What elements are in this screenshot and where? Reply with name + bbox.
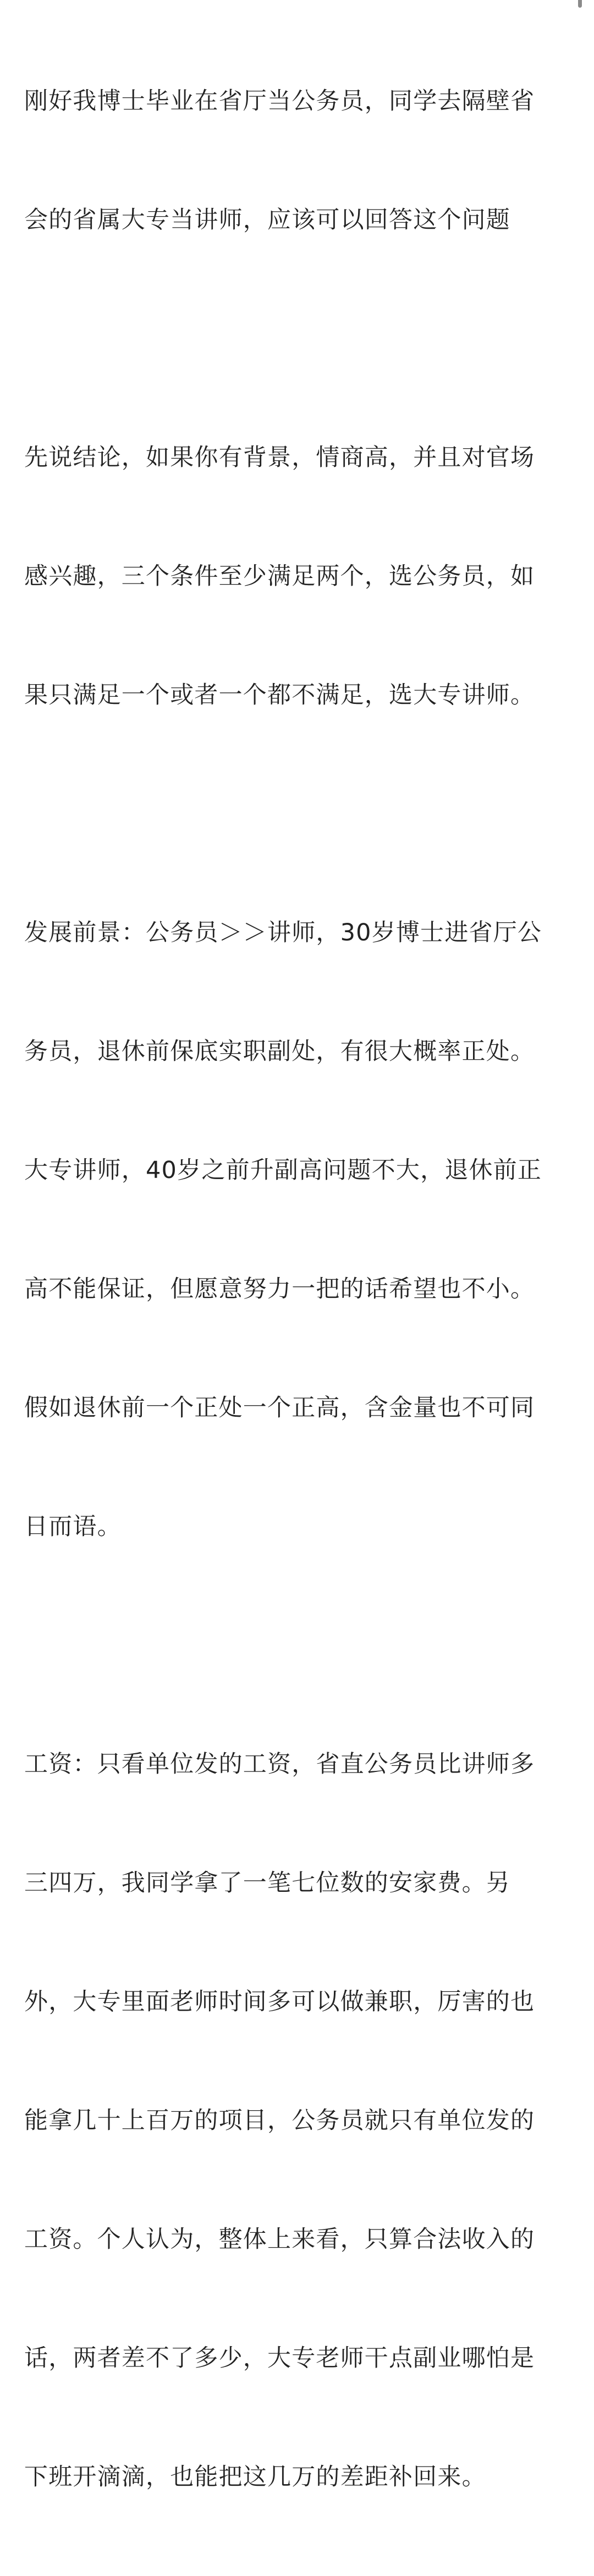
text-line: 日而语。 xyxy=(24,1513,122,1540)
text-line: 刚好我博士毕业在省厅当公务员，同学去隔壁省 xyxy=(24,87,535,115)
text-line: 话，两者差不了多少，大专老师干点副业哪怕是 xyxy=(24,2344,535,2372)
text-line: 工资：只看单位发的工资，省直公务员比讲师多 xyxy=(24,1751,535,1778)
text-line: 果只满足一个或者一个都不满足，选大专讲师。 xyxy=(24,681,535,709)
text-line: 能拿几十上百万的项目，公务员就只有单位发的 xyxy=(24,2107,535,2134)
article-body xyxy=(24,2,574,2576)
text-line: 先说结论，如果你有背景，情商高，并且对官场 xyxy=(24,444,535,471)
text-line: 务员，退休前保底实职副处，有很大概率正处。 xyxy=(24,1038,535,1065)
paragraph-salary xyxy=(24,1665,574,2576)
paragraph-intro xyxy=(24,2,574,319)
text-line: 发展前景：公务员＞＞讲师，30岁博士进省厅公 xyxy=(24,919,542,946)
text-line: 会的省属大专当讲师，应该可以回答这个问题 xyxy=(24,206,510,234)
text-line: 外，大专里面老师时间多可以做兼职，厉害的也 xyxy=(24,1988,535,2016)
text-line: 高不能保证，但愿意努力一把的话希望也不小。 xyxy=(24,1275,535,1303)
text-line: 三四万，我同学拿了一笔七位数的安家费。另 xyxy=(24,1869,510,1897)
paragraph-prospects xyxy=(24,834,574,1626)
text-line: 大专讲师，40岁之前升副高问题不大，退休前正 xyxy=(24,1157,542,1184)
text-line: 工资。个人认为，整体上来看，只算合法收入的 xyxy=(24,2226,535,2253)
paragraph-conclusion xyxy=(24,359,574,794)
scrollbar-thumb[interactable] xyxy=(578,0,582,8)
text-line: 感兴趣，三个条件至少满足两个，选公务员，如 xyxy=(24,563,535,590)
text-line: 下班开滴滴，也能把这几万的差距补回来。 xyxy=(24,2463,486,2491)
text-line: 假如退休前一个正处一个正高，含金量也不可同 xyxy=(24,1394,535,1422)
